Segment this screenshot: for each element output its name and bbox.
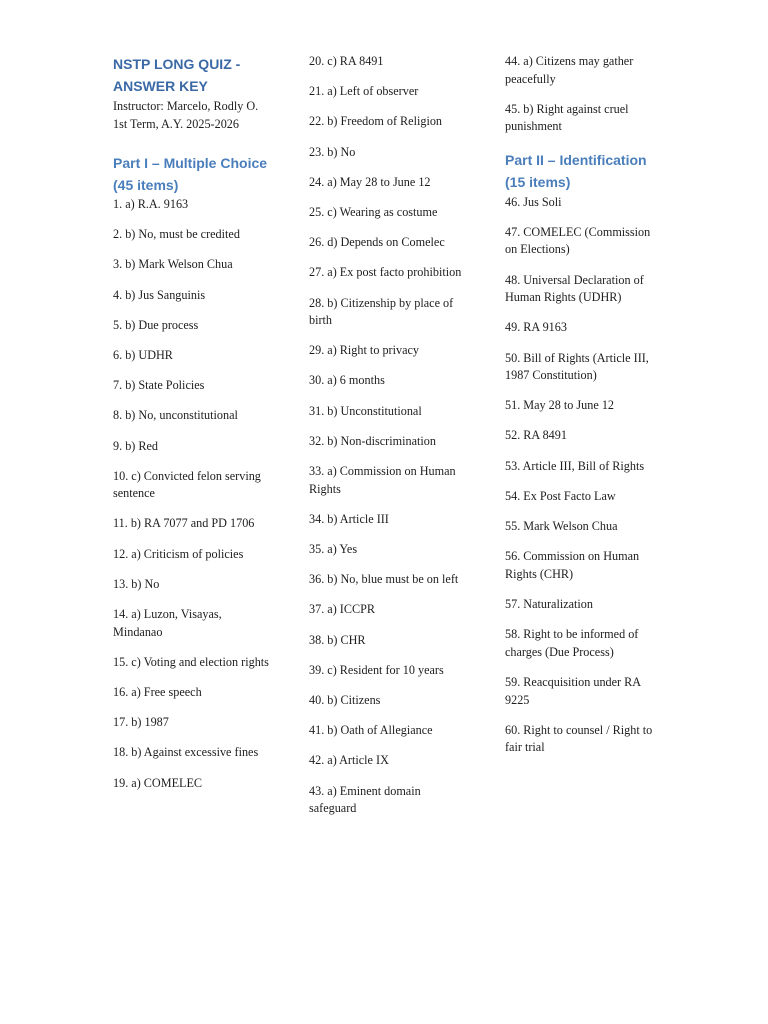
answer-item: 48. Universal Declaration of Human Rights (UDHR) — [505, 272, 644, 305]
answer-item: 12. a) Criticism of policies — [113, 546, 244, 561]
answer-item: 50. Bill of Rights (Article III, 1987 Constitution) — [505, 350, 649, 383]
answer-item: 16. a) Free speech — [113, 685, 202, 699]
answer-item: 29. a) Right to privacy — [309, 343, 420, 358]
answer-item: 44. a) Citizens may gather peacefully — [505, 54, 634, 86]
answer-item: 53. Article III, Bill of Rights — [505, 458, 645, 473]
answer-item: 31. b) Unconstitutional — [309, 403, 422, 418]
column-3 — [505, 52, 661, 770]
part2-heading: Part II – Identification (15 items) — [505, 151, 647, 190]
answer-item: 42. a) Article IX — [309, 753, 389, 768]
answer-item: 58. Right to be informed of charges (Due Process) — [505, 627, 639, 659]
answer-item: 26. d) Depends on Comelec — [309, 235, 445, 250]
document-title: NSTP LONG QUIZ - ANSWER KEY — [113, 56, 241, 94]
answer-item: 14. a) Luzon, Visayas, Mindanao — [113, 607, 222, 639]
answer-item: 28. b) Citizenship by place of birth — [309, 295, 454, 328]
answer-item: 43. a) Eminent domain safeguard — [309, 783, 421, 816]
answer-item: 36. b) No, blue must be on left — [309, 572, 459, 587]
answer-item: 2. b) No, must be credited — [113, 227, 240, 242]
answer-item: 38. b) CHR — [309, 632, 366, 647]
answer-item: 17. b) 1987 — [113, 715, 169, 730]
answer-list — [309, 53, 465, 818]
column-2 — [309, 52, 465, 830]
answer-item: 46. Jus Soli — [505, 194, 562, 209]
answer-item: 45. b) Right against cruel punishment — [505, 101, 629, 134]
answer-list — [113, 196, 269, 792]
answer-item: 15. c) Voting and election rights — [113, 654, 269, 669]
answer-list — [505, 194, 661, 757]
answer-item: 8. b) No, unconstitutional — [113, 408, 238, 423]
answer-item: 24. a) May 28 to June 12 — [309, 174, 431, 189]
answer-item: 54. Ex Post Facto Law — [505, 488, 616, 503]
answer-item: 57. Naturalization — [505, 597, 593, 611]
answer-item: 59. Reacquisition under RA 9225 — [505, 674, 641, 707]
answer-item: 20. c) RA 8491 — [309, 54, 384, 68]
answer-item: 51. May 28 to June 12 — [505, 398, 615, 413]
answer-item: 37. a) ICCPR — [309, 602, 376, 617]
answer-item: 56. Commission on Human Rights (CHR) — [505, 549, 640, 581]
instructor-line: Instructor: Marcelo, Rodly O. — [113, 99, 259, 113]
answer-item: 34. b) Article III — [309, 511, 389, 526]
answer-list — [505, 53, 661, 136]
term-line: 1st Term, A.Y. 2025-2026 — [113, 117, 239, 131]
answer-item: 30. a) 6 months — [309, 373, 385, 388]
answer-item: 3. b) Mark Welson Chua — [113, 257, 233, 272]
answer-item: 5. b) Due process — [113, 317, 199, 332]
answer-item: 60. Right to counsel / Right to fair trial — [505, 722, 653, 755]
answer-item: 1. a) R.A. 9163 — [113, 197, 189, 211]
answer-item: 33. a) Commission on Human Rights — [309, 464, 456, 496]
part1-heading: Part I – Multiple Choice (45 items) — [113, 155, 268, 193]
answer-item: 7. b) State Policies — [113, 378, 205, 393]
answer-item: 47. COMELEC (Commission on Elections) — [505, 224, 651, 257]
answer-item: 27. a) Ex post facto prohibition — [309, 265, 462, 280]
column-1 — [113, 52, 269, 805]
answer-item: 23. b) No — [309, 144, 356, 159]
answer-item: 10. c) Convicted felon serving sentence — [113, 468, 261, 501]
answer-item: 18. b) Against excessive fines — [113, 745, 259, 760]
answer-item: 6. b) UDHR — [113, 347, 173, 362]
answer-item: 13. b) No — [113, 576, 160, 591]
answer-item: 35. a) Yes — [309, 542, 358, 556]
answer-item: 4. b) Jus Sanguinis — [113, 287, 206, 302]
answer-item: 52. RA 8491 — [505, 428, 567, 443]
answer-item: 49. RA 9163 — [505, 320, 567, 335]
answer-item: 55. Mark Welson Chua — [505, 519, 618, 534]
answer-item: 41. b) Oath of Allegiance — [309, 723, 433, 738]
answer-item: 25. c) Wearing as costume — [309, 204, 438, 219]
answer-item: 40. b) Citizens — [309, 692, 381, 707]
answer-item: 39. c) Resident for 10 years — [309, 662, 444, 677]
answer-item: 19. a) COMELEC — [113, 775, 203, 790]
answer-item: 21. a) Left of observer — [309, 84, 419, 99]
answer-item: 22. b) Freedom of Religion — [309, 114, 443, 129]
answer-item: 11. b) RA 7077 and PD 1706 — [113, 516, 255, 531]
answer-item: 9. b) Red — [113, 438, 159, 453]
answer-item: 32. b) Non-discrimination — [309, 433, 436, 448]
